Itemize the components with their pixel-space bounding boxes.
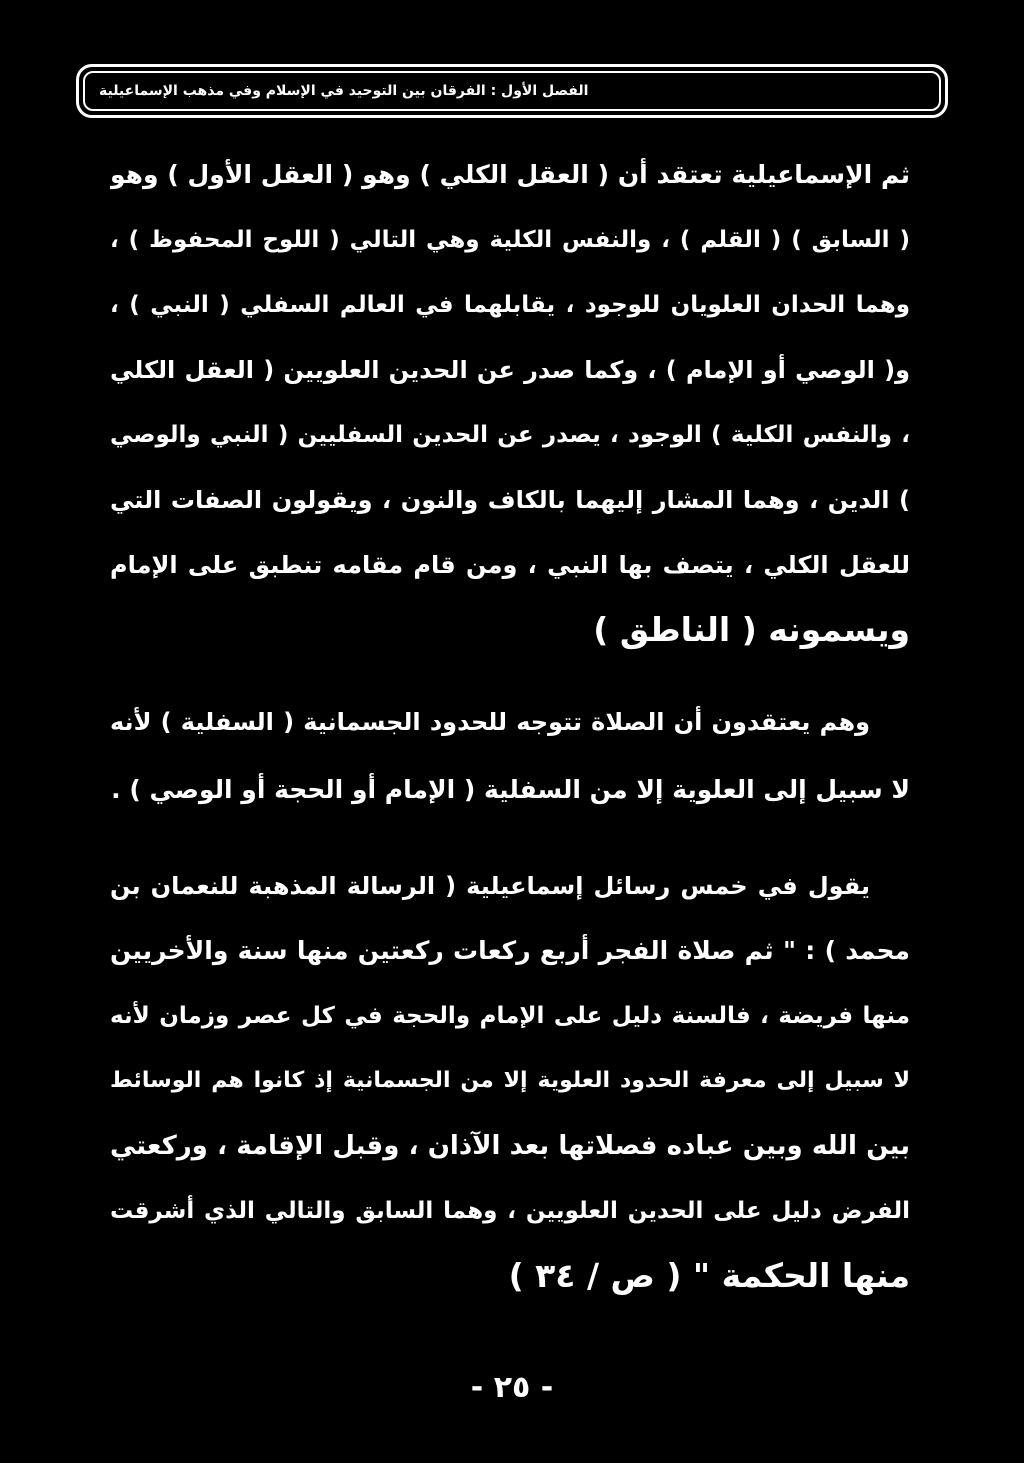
text-line: وهم يعتقدون أن الصلاة تتوجه للحدود الجسمانية ( السفلية ) لأنه [110, 708, 870, 736]
text-line: بين الله وبين عباده فصلاتها بعد الآذان ، وقبل الإقامة ، وركعتي [110, 1131, 910, 1161]
text-line: ( السابق ) ( القلم ) ، والنفس الكلية وهي التالي ( اللوح المحفوظ ) ، [110, 227, 910, 253]
text-line: ) الدين ، وهما المشار إليهما بالكاف والنون ، ويقولون الصفات التي [110, 486, 910, 514]
text-line: ويسمونه ( الناطق ) [593, 610, 910, 649]
text-line: منها فريضة ، فالسنة دليل على الإمام والحجة في كل عصر وزمان لأنه [110, 1003, 910, 1029]
text-line: ثم الإسماعيلية تعتقد أن ( العقل الكلي ) وهو ( العقل الأول ) وهو [110, 160, 910, 189]
text-line: ، والنفس الكلية ) الوجود ، يصدر عن الحدين السفليين ( النبي والوصي [110, 422, 910, 448]
text-line: لا سبيل إلى العلوية إلا من السفلية ( الإمام أو الحجة أو الوصي ) . [111, 775, 910, 804]
text-line: الفرض دليل على الحدين العلويين ، وهما السابق والتالي الذي أشرقت [110, 1198, 910, 1224]
page-number: - ٢٥ - [470, 1370, 554, 1405]
running-header-title: الفصل الأول : الفرقان بين التوحيد في الإسلام وفي مذهب الإسماعيلية [99, 83, 589, 99]
text-line: منها الحكمة " ( ص / ٣٤ ) [508, 1256, 910, 1295]
text-line: للعقل الكلي ، يتصف بها النبي ، ومن قام مقامه تنطبق على الإمام [110, 551, 910, 579]
text-line: محمد ) : " ثم صلاة الفجر أربع ركعات ركعتين منها سنة والأخريين [110, 936, 910, 965]
text-line: يقول في خمس رسائل إسماعيلية ( الرسالة المذهبة للنعمان بن [110, 872, 870, 900]
text-line: وهما الحدان العلويان للوجود ، يقابلهما في العالم السفلي ( النبي ) ، [110, 292, 910, 318]
running-header-inner-frame [83, 71, 941, 111]
text-line: و( الوصي أو الإمام ) ، وكما صدر عن الحدين العلويين ( العقل الكلي [110, 356, 910, 384]
running-header-frame [76, 64, 948, 118]
text-line: لا سبيل إلى معرفة الحدود العلوية إلا من الجسمانية إذ كانوا هم الوسائط [110, 1068, 910, 1093]
